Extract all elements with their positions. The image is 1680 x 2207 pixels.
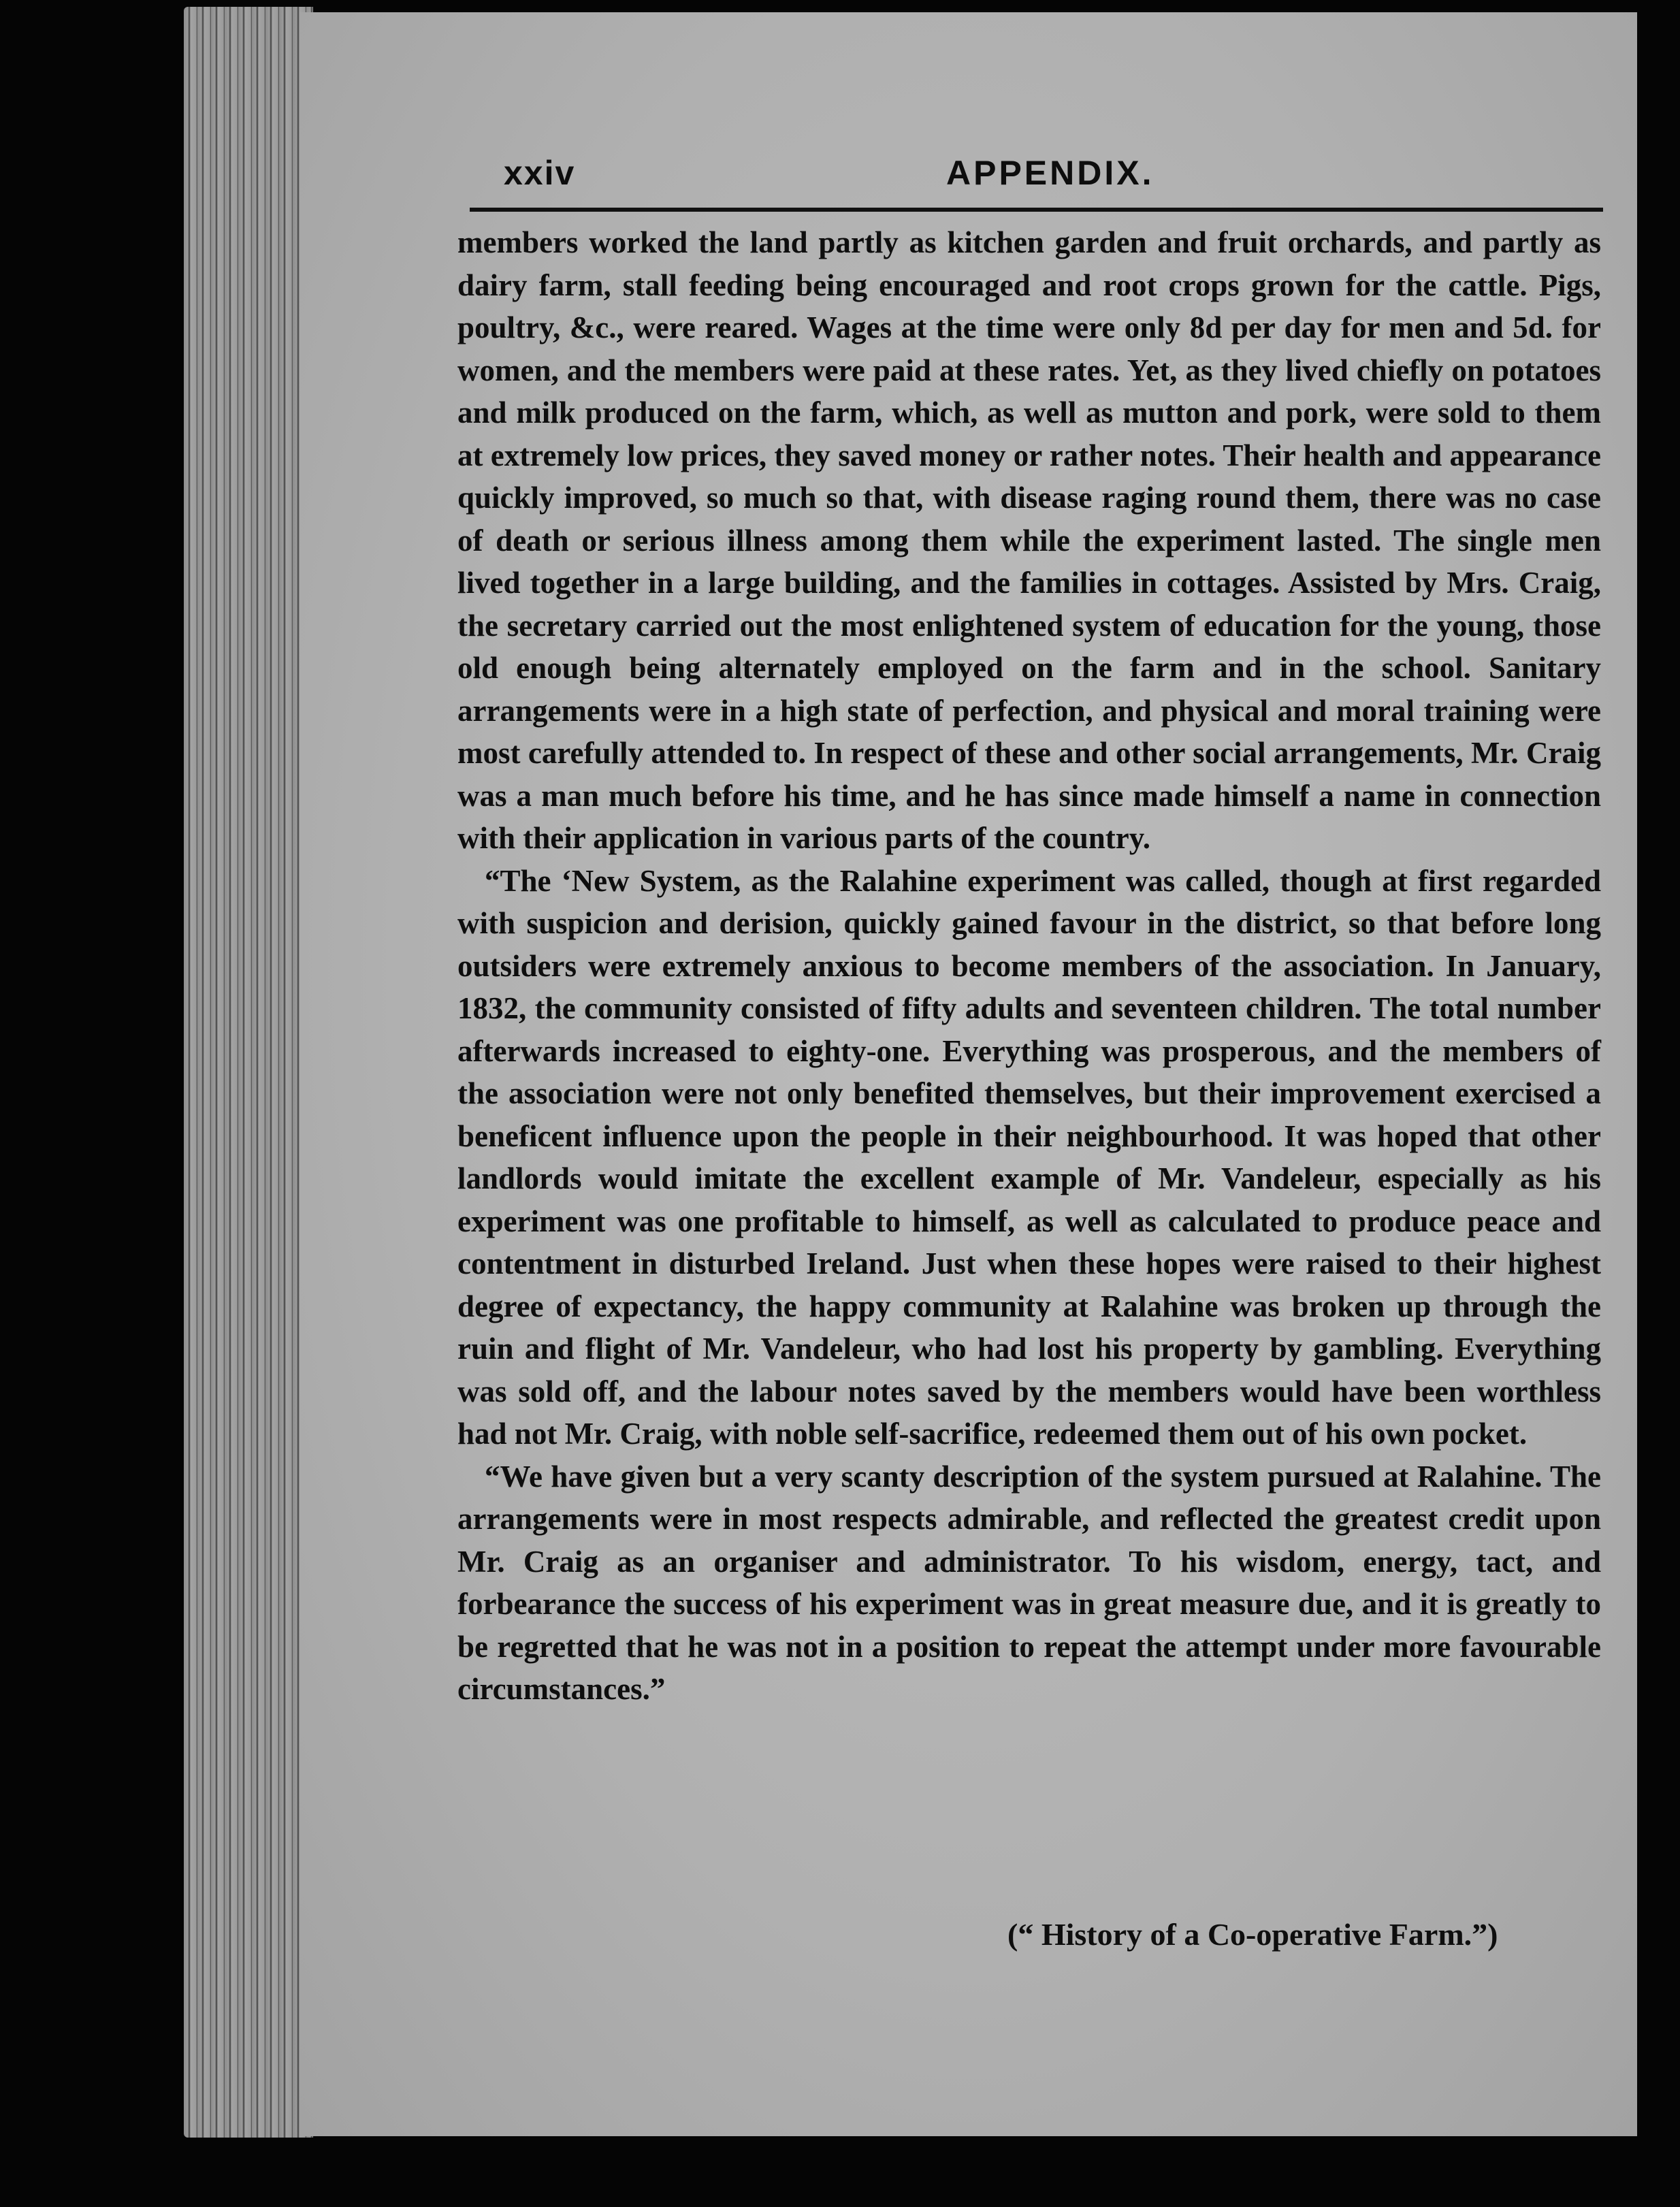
paragraph-3: “We have given but a very scanty description of the system pursued at Ralahine. The arrangements were in most respects admirable, and reflected the greatest credit upon Mr. Craig as an organiser and administrator. To his wisdom, energy, tact, and forbearance the success of his experiment was in great measure due, and it is greatly to be regretted that he was not in a position to repeat the attempt under more favourable circumstances.”: [457, 1459, 1601, 1706]
source-citation: (“ History of a Co-operative Farm.”): [1007, 1917, 1498, 1952]
page-number: xxiv: [504, 154, 576, 192]
running-head: APPENDIX.: [946, 154, 1154, 192]
header-rule: [470, 208, 1603, 212]
page-stack-edges: [184, 7, 313, 2138]
paragraph-2: “The ‘New System, as the Ralahine experiment was called, though at first regarded with suspicion and derision, quickly gained favour in the district, so that before long outsiders were extremely anxious to become members of the association. In January, 1832, the community consisted of fifty adults and seventeen children. The total number afterwards increased to eighty-one. Everything was prosperous, and the members of the association were not only benefited themselves, but their improvement exercised a beneficent influence upon the people in their neighbourhood. It was hoped that other landlords would imitate the excellent example of Mr. Vandeleur, especially as his experiment was one profitable to himself, as well as calculated to produce peace and contentment in disturbed Ireland. Just when these hopes were raised to their highest degree of expectancy, the happy community at Ralahine was broken up through the ruin and flight of Mr. Vandeleur, who had lost his property by gambling. Everything was sold off, and the labour notes saved by the members would have been worthless had not Mr. Craig, with noble self-sacrifice, redeemed them out of his own pocket.: [457, 863, 1601, 1451]
page-header: [504, 153, 1600, 208]
body-text: [457, 221, 1601, 1711]
paragraph-1: members worked the land partly as kitchen garden and fruit orchards, and partly as dairy farm, stall feeding being encouraged and root crops grown for the cattle. Pigs, poultry, &c., were reared. Wages at the time were only 8d per day for men and 5d. for women, and the members were paid at these rates. Yet, as they lived chiefly on potatoes and milk produced on the farm, which, as well as mutton and pork, were sold to them at extremely low prices, they saved money or rather notes. Their health and appearance quickly improved, so much so that, with disease raging round them, there was no case of death or serious illness among them while the experiment lasted. The single men lived together in a large building, and the families in cottages. Assisted by Mrs. Craig, the secretary carried out the most enlightened system of education for the young, those old enough being alternately employed on the farm and in the school. Sanitary arrangements were in a high state of perfection, and physical and moral training were most carefully attended to. In respect of these and other social arrangements, Mr. Craig was a man much before his time, and he has since made himself a name in connection with their application in various parts of the country.: [457, 225, 1601, 855]
right-scan-border: [1637, 12, 1680, 2207]
